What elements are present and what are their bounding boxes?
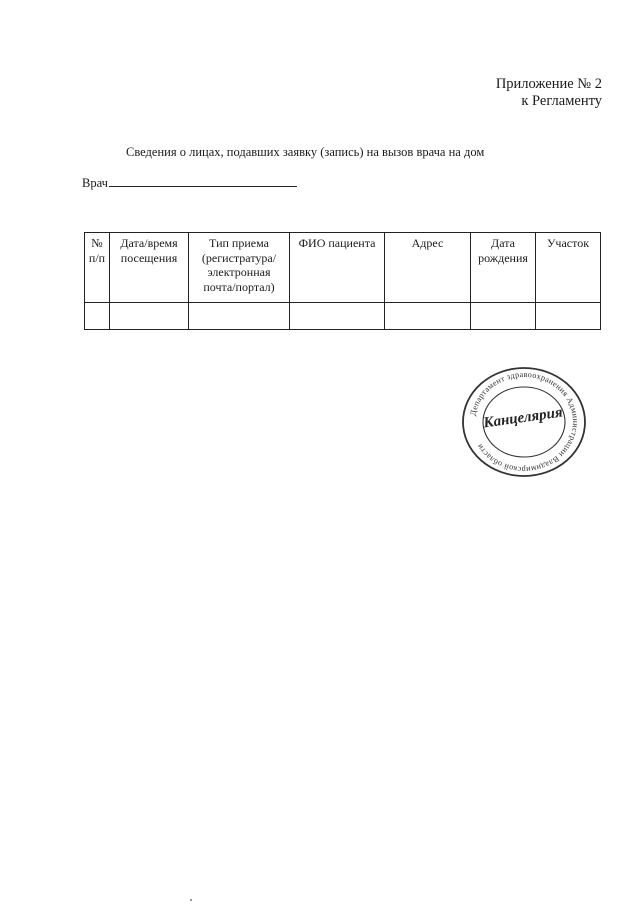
stamp-ring-text: Департамент здравоохранения Администрации Владимирской области — [468, 369, 581, 475]
table-row — [85, 303, 601, 330]
table-cell — [189, 303, 290, 330]
header-address: Адрес — [385, 233, 471, 303]
table-cell — [85, 303, 110, 330]
appendix-reference: к Регламенту — [521, 93, 602, 109]
table-cell — [385, 303, 471, 330]
header-birth-date: Дата рождения — [471, 233, 536, 303]
appendix-number: Приложение № 2 — [495, 76, 602, 92]
header-visit-datetime: Дата/время посещения — [110, 233, 189, 303]
table-cell — [110, 303, 189, 330]
scan-speck — [190, 899, 192, 901]
stamp-center-text: Канцелярия — [482, 404, 564, 432]
document-heading: Сведения о лицах, подавших заявку (запись) на вызов врача на дом — [126, 145, 485, 159]
patients-table — [84, 232, 601, 330]
doctor-signature-line — [109, 174, 297, 187]
doctor-label: Врач — [82, 176, 108, 190]
header-patient-name: ФИО пациента — [290, 233, 385, 303]
appendix-label — [496, 76, 602, 110]
doctor-field — [82, 174, 297, 191]
table-cell — [471, 303, 536, 330]
office-stamp — [460, 366, 588, 478]
table-header-row — [85, 233, 601, 303]
header-district: Участок — [536, 233, 601, 303]
header-request-type: Тип приема (регистратура/ электронная почта/портал) — [189, 233, 290, 303]
table-cell — [536, 303, 601, 330]
header-number: № п/п — [85, 233, 110, 303]
table-cell — [290, 303, 385, 330]
